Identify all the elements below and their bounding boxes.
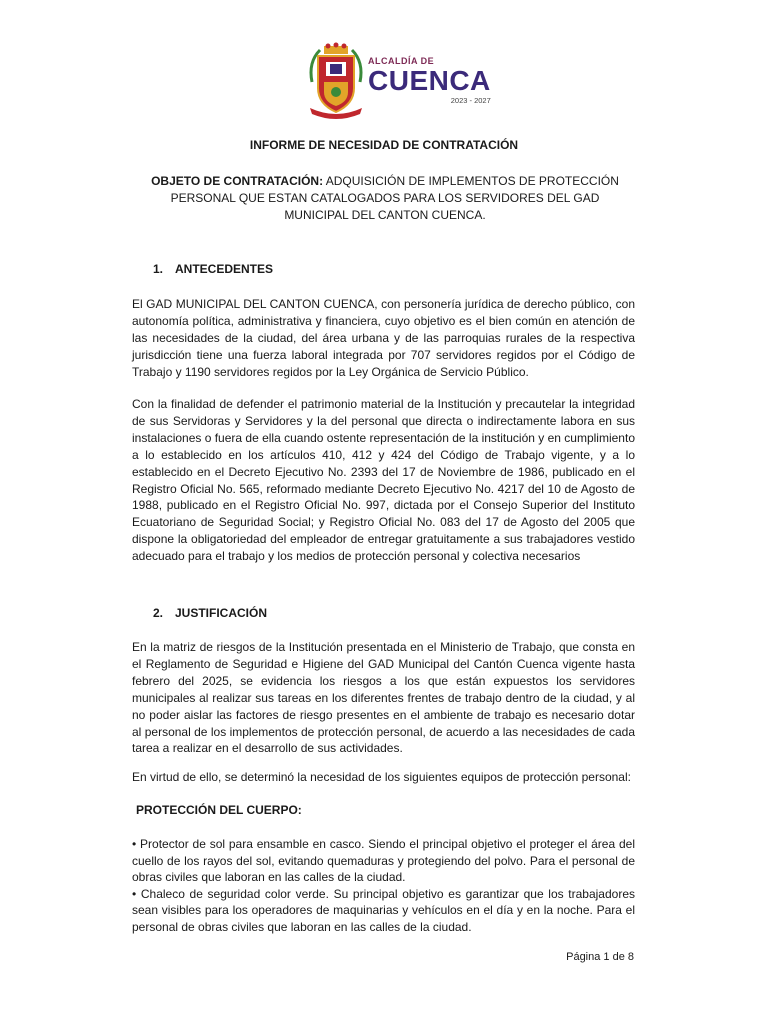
document-title: INFORME DE NECESIDAD DE CONTRATACIÓN — [249, 138, 519, 152]
paragraph-antecedentes-2: Con la finalidad de defender el patrimonio material de la Institución y precautelar la integridad de sus Servidoras y Servidores y la del personal que directa o indirectamente labora en sus instalaciones o fuera de ella cuando ostente representación de la institución y en cumplimiento a lo establecido en los artículos 410, 412 y 424 del Código de Trabajo vigente, y a lo establecido en el Decreto Ejecutivo No. 2393 del 17 de Noviembre de 1986, publicado en el Registro Oficial No. 565, reformado mediante Decreto Ejecutivo No. 4217 del 10 de Agosto de 1988, publicado en el Registro Oficial No. 997, dictada por el Consejo Superior del Instituto Ecuatoriano de Seguridad Social; y Registro Oficial No. 083 del 17 de Agosto del 2005 que dispone la obligatoriedad del empleador de entregar gratuitamente a sus trabajadores vestido adecuado para el trabajo y los medios de protección personal y colectiva necesarios — [132, 397, 635, 564]
section-number: 2. — [153, 606, 164, 620]
section-heading-antecedentes — [153, 262, 273, 276]
section-heading-justificacion — [153, 606, 267, 620]
logo-term-years: 2023 - 2027 — [450, 96, 491, 105]
section-title: ANTECEDENTES — [175, 262, 274, 276]
paragraph-antecedentes-1: El GAD MUNICIPAL DEL CANTON CUENCA, con personería jurídica de derecho público, con autonomía política, administrativa y financiera, cuyo objetivo es el bien común en atención de las necesidades de la ciudad, del área urbana y de las parroquias rurales de la respectiva jurisdicción tiene una fuerza laboral integrada por 707 servidores regidos por el Código de Trabajo y 1190 servidores regidos por la Ley Orgánica de Servicio Público. — [132, 297, 635, 379]
equipment-list — [132, 836, 635, 936]
section-title: JUSTIFICACIÓN — [175, 606, 268, 620]
paragraph-justificacion-1: En la matriz de riesgos de la Institución presentada en el Ministerio de Trabajo, que consta en el Reglamento de Seguridad e Higiene del GAD Municipal del Cantón Cuenca vigente hasta febrero del 2025, se evidencia los riesgos a los que están expuestos los servidores municipales al realizar sus tareas en los diferentes frentes de trabajo dentro de la ciudad, y al no poder aislar las factores de riesgo presentes en el ambiente de trabajo es necesario dotar al personal de los implementos de protección personal, de acuerdo a las necesidades de cada tarea a realizar en el desarrollo de sus actividades. — [132, 640, 635, 756]
subsection-title: PROTECCIÓN DEL CUERPO: — [136, 803, 302, 817]
logo-wordmark — [368, 56, 491, 105]
contract-object-text: ADQUISICIÓN DE IMPLEMENTOS DE PROTECCIÓN PERSONAL QUE ESTAN CATALOGADOS PARA LOS SERVIDORES DEL GAD MUNICIPAL DEL CANTON CUENCA. — [170, 174, 619, 222]
list-item: • Protector de sol para ensamble en casco. Siendo el principal objetivo el proteger el área del cuello de los rayos del sol, evitando quemaduras y protegiendo del polvo. Para el personal de obras civiles que laboran en las calles de la ciudad. — [132, 837, 635, 885]
page-number: Página 1 de 8 — [566, 951, 634, 963]
paragraph-justificacion-2: En virtud de ello, se determinó la necesidad de los siguientes equipos de protección personal: — [132, 770, 631, 784]
alcaldia-cuenca-logo — [306, 42, 491, 120]
coat-of-arms-icon — [306, 42, 366, 120]
logo-pretitle: ALCALDÍA DE — [368, 56, 435, 66]
logo-city-name: CUENCA — [368, 65, 491, 96]
contract-object — [140, 173, 630, 224]
section-number: 1. — [153, 262, 164, 276]
contract-object-label: OBJETO DE CONTRATACIÓN: — [151, 174, 324, 188]
list-item: • Chaleco de seguridad color verde. Su principal objetivo es garantizar que los trabajadores sean visibles para los operadores de maquinarias y vehículos en el día y en la noche. Para el personal de obras civiles que laboran en las calles de la ciudad. — [132, 886, 635, 934]
